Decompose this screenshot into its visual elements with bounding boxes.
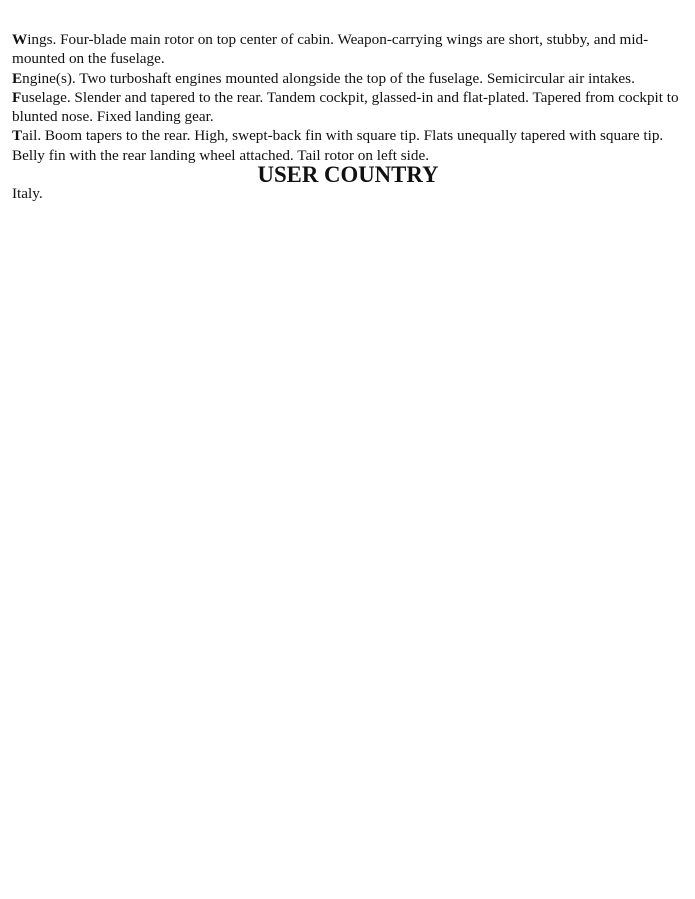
engines-lead-letter: E [12, 69, 23, 87]
wings-text: ings. Four-blade main rotor on top center of cabin. Weapon-carrying wings are short, stubby, and mid-mounted on the fuselage. [12, 31, 649, 68]
tail-description [12, 126, 684, 165]
fuselage-description [12, 88, 684, 127]
tail-lead-letter: T [12, 127, 23, 145]
fuselage-lead-letter: F [12, 88, 22, 106]
engines-text: ngine(s). Two turboshaft engines mounted alongside the top of the fuselage. Semicircular air intakes. [22, 69, 635, 87]
user-country-heading: USER COUNTRY [257, 162, 439, 188]
document-page [12, 30, 684, 204]
fuselage-text: uselage. Slender and tapered to the rear. Tandem cockpit, glassed-in and flat-plated. Tapered from cockpit to blunted nose. Fixed landing gear. [12, 88, 679, 126]
engines-description [12, 69, 684, 88]
wings-lead-letter: W [12, 31, 28, 48]
user-country-value: Italy. [12, 185, 43, 203]
wings-description [12, 30, 684, 69]
tail-text: ail. Boom tapers to the rear. High, swept-back fin with square tip. Flats unequally tapered with square tip. Belly fin with the rear landing wheel attached. Tail rotor on left side. [12, 127, 664, 164]
